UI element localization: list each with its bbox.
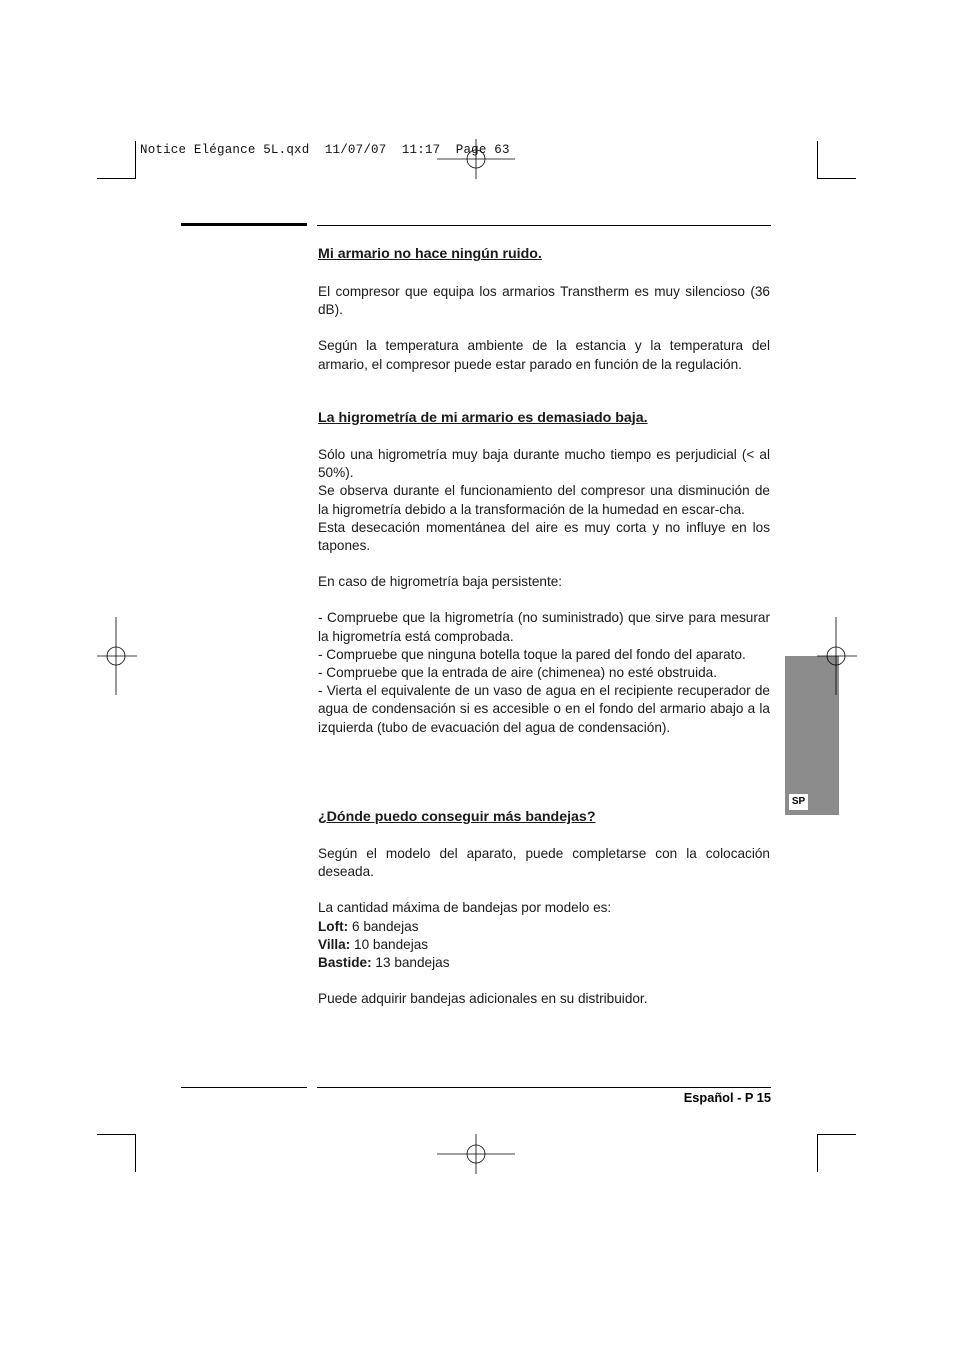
registration-mark-top xyxy=(437,139,517,179)
section-shelves-body xyxy=(318,845,770,1008)
registration-mark-left xyxy=(97,617,137,697)
model-line-villa xyxy=(318,936,770,954)
footer-rule-right xyxy=(317,1087,771,1088)
section-heading: La higrometría de mi armario es demasiado baja. xyxy=(318,410,648,426)
check-item: - Vierta el equivalente de un vaso de agua en el recipiente recuperador de agua de condensación si es accesible o en el fondo del armario abajo a la izquierda (tubo de evacuación del agua de condensación). xyxy=(318,683,770,735)
crop-mark-top-right-horizontal xyxy=(817,178,856,179)
model-name: Loft: xyxy=(318,918,349,934)
footer-rule-left xyxy=(181,1087,307,1088)
paragraph: Según la temperatura ambiente de la estancia y la temperatura del armario, el compresor puede estar parado en función de la regulación. xyxy=(318,338,770,372)
section-shelves xyxy=(318,808,770,826)
registration-mark-right xyxy=(817,617,857,697)
language-tab-label: SP xyxy=(789,794,808,810)
page-footer: Español - P 15 xyxy=(683,1090,771,1105)
header-rule-right xyxy=(317,225,771,226)
crop-mark-bottom-right-horizontal xyxy=(817,1134,856,1135)
crop-mark-bottom-left-vertical xyxy=(135,1134,136,1172)
paragraph: Según el modelo del aparato, puede completarse con la colocación deseada. xyxy=(318,846,770,880)
section-heading: ¿Dónde puedo conseguir más bandejas? xyxy=(318,809,596,825)
section-heading: Mi armario no hace ningún ruido. xyxy=(318,246,542,262)
paragraph: En caso de higrometría baja persistente: xyxy=(318,574,563,590)
model-name: Villa: xyxy=(318,936,351,952)
model-name: Bastide: xyxy=(318,955,372,971)
crop-mark-bottom-right-vertical xyxy=(817,1134,818,1172)
model-line-bastide xyxy=(318,954,770,972)
registration-mark-bottom xyxy=(437,1134,517,1174)
paragraph: Sólo una higrometría muy baja durante mucho tiempo es perjudicial (< al 50%). xyxy=(318,447,770,481)
file-slug-line: Notice Elégance 5L.qxd 11/07/07 11:17 Page 63 xyxy=(140,143,510,157)
section-no-noise xyxy=(318,245,770,263)
paragraph: Se observa durante el funcionamiento del compresor una disminución de la higrometría debido a la transformación de la humedad en escar-cha. xyxy=(318,483,770,517)
crop-mark-top-right-vertical xyxy=(817,141,818,179)
model-line-loft xyxy=(318,918,770,936)
paragraph: El compresor que equipa los armarios Transtherm es muy silencioso (36 dB). xyxy=(318,284,770,318)
header-rule-left xyxy=(181,223,307,226)
check-item: - Compruebe que la entrada de aire (chimenea) no esté obstruida. xyxy=(318,665,717,681)
model-value: 6 bandejas xyxy=(348,918,419,934)
paragraph: Puede adquirir bandejas adicionales en su distribuidor. xyxy=(318,991,648,1007)
section-low-humidity-body xyxy=(318,446,770,737)
check-item: - Compruebe que la higrometría (no suministrado) que sirve para mesurar la higrometría está comprobada. xyxy=(318,610,770,644)
check-item: - Compruebe que ninguna botella toque la pared del fondo del aparato. xyxy=(318,646,746,662)
paragraph: Esta desecación momentánea del aire es muy corta y no influye en los tapones. xyxy=(318,519,770,554)
crop-mark-bottom-left-horizontal xyxy=(97,1134,136,1135)
crop-mark-top-left-horizontal xyxy=(97,178,136,179)
section-no-noise-body xyxy=(318,283,770,374)
paragraph: La cantidad máxima de bandejas por modelo es: xyxy=(318,900,612,916)
model-value: 13 bandejas xyxy=(371,955,450,971)
model-value: 10 bandejas xyxy=(350,936,429,952)
crop-mark-top-left-vertical xyxy=(135,141,136,179)
section-low-humidity xyxy=(318,409,770,427)
